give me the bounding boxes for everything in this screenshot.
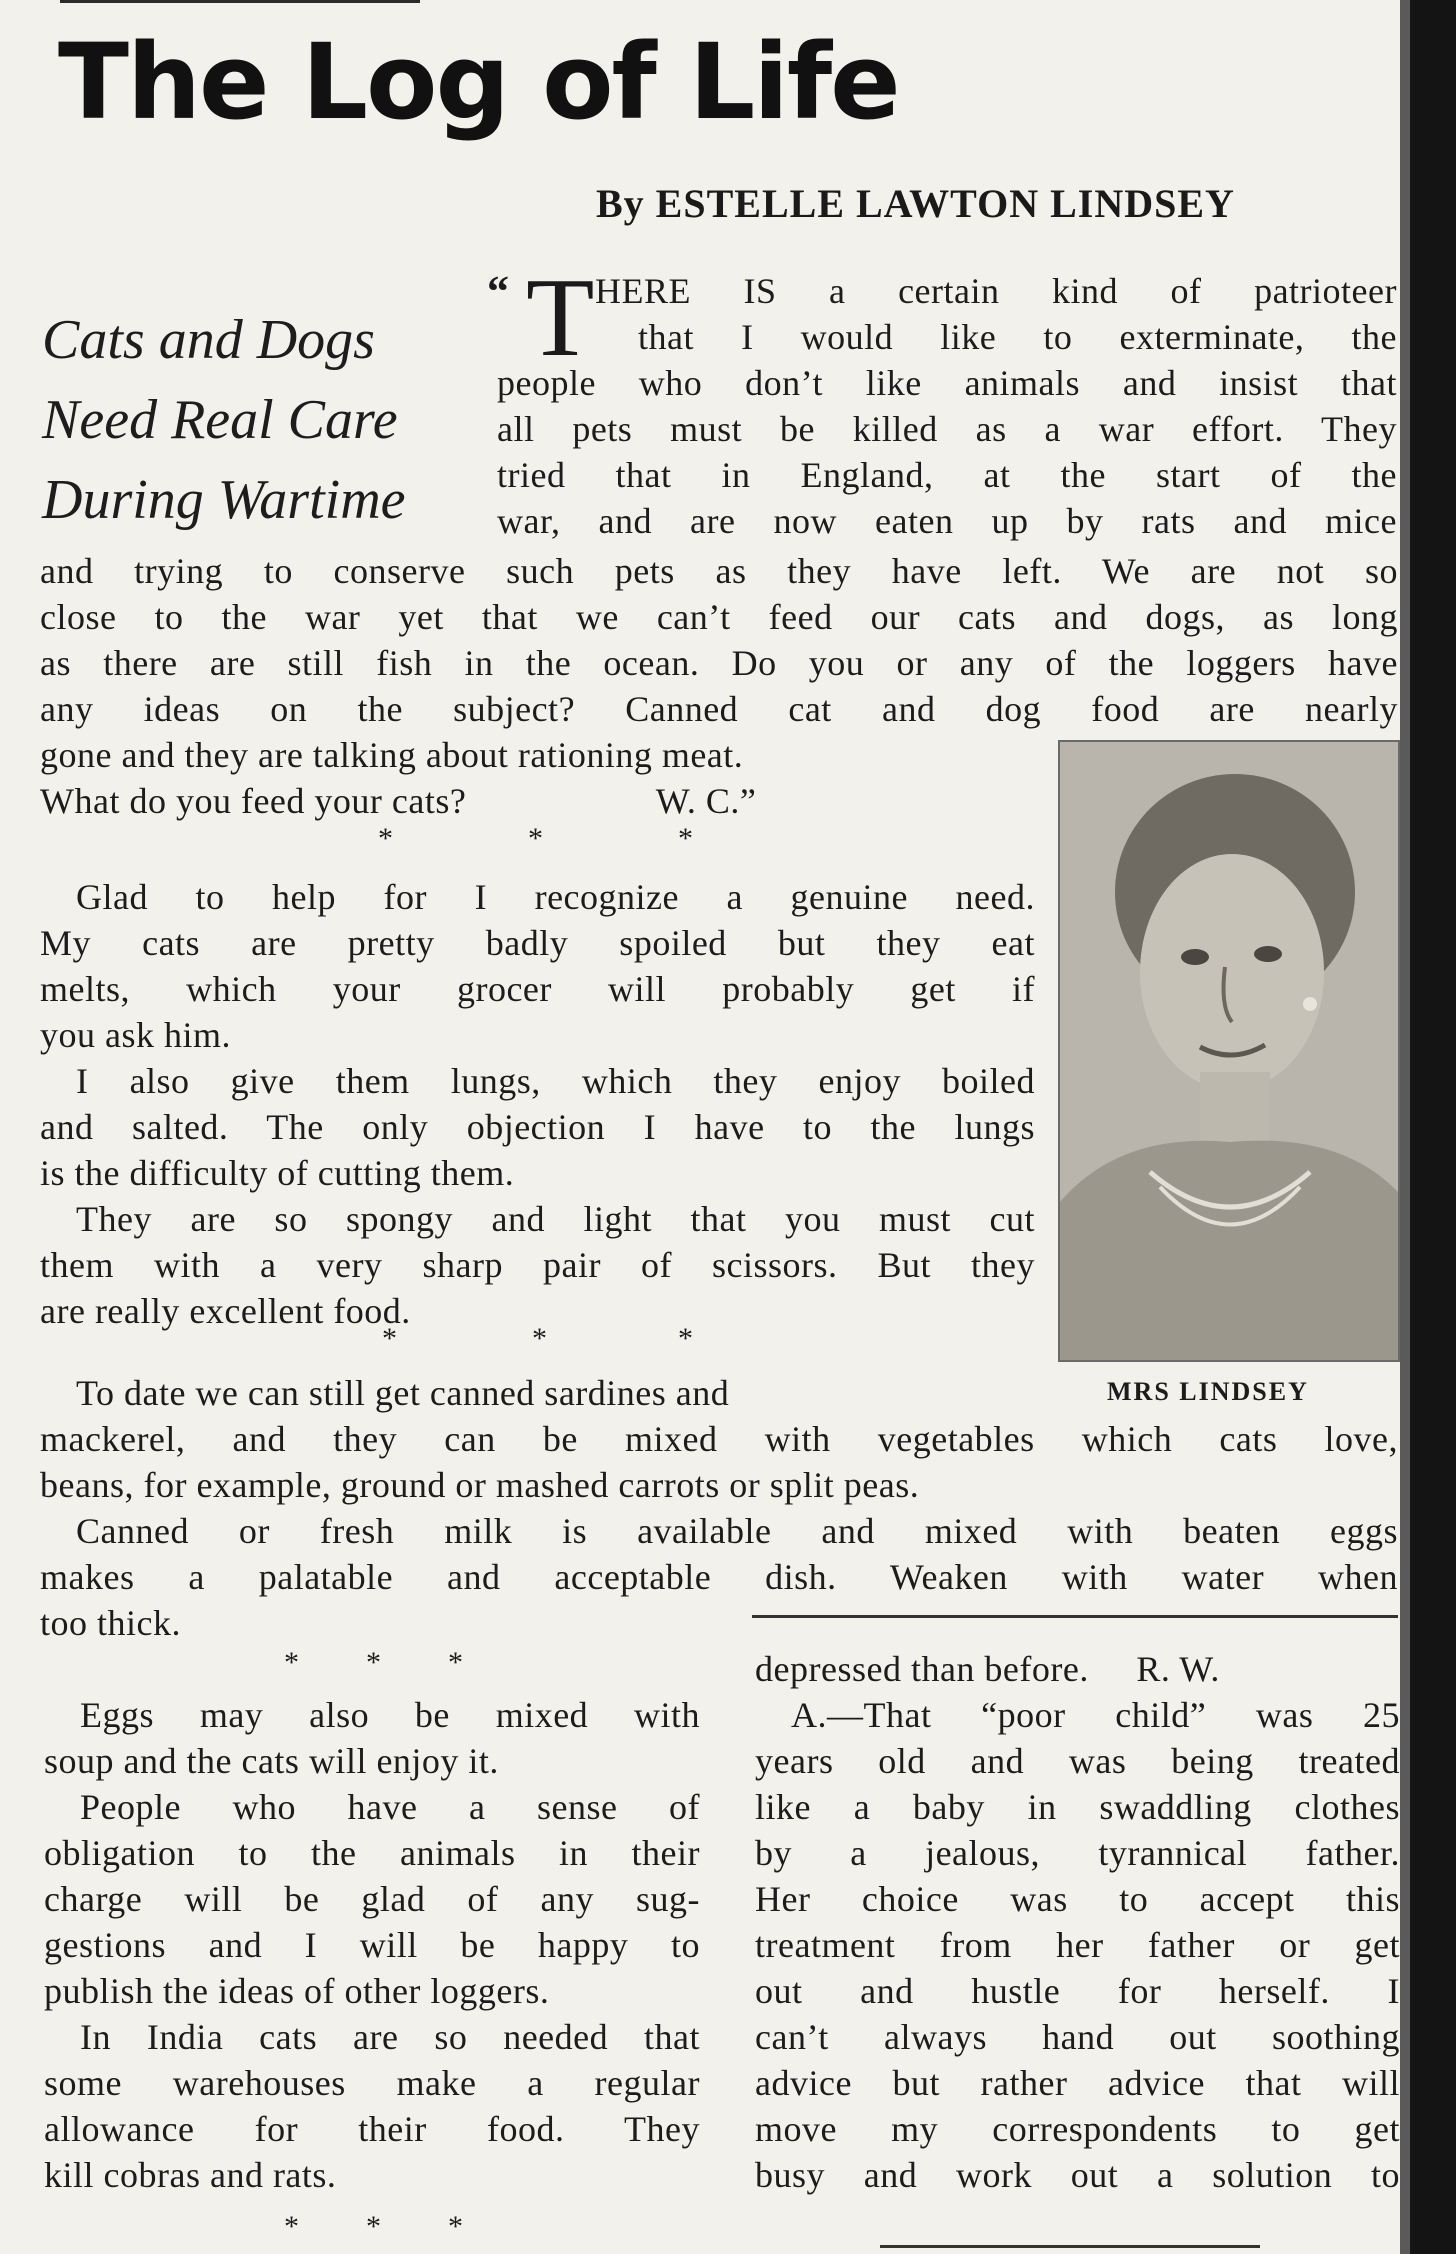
drop-cap: T — [526, 256, 595, 380]
text-line: people who don’t like animals and insist that — [497, 363, 1397, 403]
separator-star: * — [378, 822, 393, 855]
text-line: by a jealous, tyrannical father. — [755, 1833, 1400, 1873]
text-line: are really excellent food. — [40, 1291, 411, 1331]
lead-paragraph — [497, 360, 1397, 544]
text-line: too thick. — [40, 1603, 181, 1643]
page-edge-shadow — [1400, 0, 1410, 2254]
letter-paragraph — [40, 548, 1398, 732]
text-line: busy and work out a solution to — [755, 2155, 1400, 2195]
text-line: Her choice was to accept this — [755, 1879, 1400, 1919]
kicker-line: During Wartime — [42, 469, 406, 531]
text-line: any ideas on the subject? Canned cat and dog food are nearly — [40, 689, 1398, 729]
text-line: A.—That “poor child” was 25 — [791, 1695, 1400, 1735]
text-line: that I would like to exterminate, the — [638, 317, 1397, 357]
text-line: close to the war yet that we can’t feed our cats and dogs, as long — [40, 597, 1398, 637]
text-line: tried that in England, at the start of the — [497, 455, 1397, 495]
text-line: Eggs may also be mixed with — [80, 1695, 700, 1735]
text-line: I also give them lungs, which they enjoy boiled — [76, 1061, 1035, 1101]
kicker-line: Need Real Care — [42, 389, 398, 451]
reply-paragraph — [40, 1370, 1030, 1416]
text-line: years old and was being treated — [755, 1741, 1400, 1781]
text-line: allowance for their food. They — [44, 2109, 700, 2149]
byline: By ESTELLE LAWTON LINDSEY — [596, 181, 1235, 226]
text-line: They are so spongy and light that you must cut — [76, 1199, 1035, 1239]
separator-star: * — [678, 822, 693, 855]
text-line: advice but rather advice that will — [755, 2063, 1400, 2103]
text-line: beans, for example, ground or mashed carrots or split peas. — [40, 1465, 920, 1505]
text-line: melts, which your grocer will probably get if — [40, 969, 1035, 1009]
text-line: some warehouses make a regular — [44, 2063, 700, 2103]
separator-star: * — [366, 2210, 381, 2243]
separator-star: * — [678, 1322, 693, 1355]
text-line: you ask him. — [40, 1015, 231, 1055]
kicker-line: Cats and Dogs — [42, 309, 375, 371]
separator-star: * — [528, 822, 543, 855]
text-line: makes a palatable and acceptable dish. Weaken with water when — [40, 1557, 1398, 1597]
headline-kicker — [42, 300, 492, 540]
text-line: charge will be glad of any sug- — [44, 1879, 700, 1919]
text-line: My cats are pretty badly spoiled but they eat — [40, 923, 1035, 963]
separator-star: * — [448, 2210, 463, 2243]
separator-star: * — [366, 1646, 381, 1679]
text-line: war, and are now eaten up by rats and mice — [497, 501, 1397, 541]
right-column — [755, 1646, 1400, 2198]
text-line: mackerel, and they can be mixed with vegetables which cats love, — [40, 1419, 1398, 1459]
text-line: treatment from her father or get — [755, 1925, 1400, 1965]
lead-second-line — [638, 314, 1397, 360]
separator-star: * — [448, 1646, 463, 1679]
separator-star: * — [532, 1322, 547, 1355]
text-line: and salted. The only objection I have to the lungs — [40, 1107, 1035, 1147]
column-title: The Log of Life — [58, 21, 899, 143]
separator-star: * — [284, 1646, 299, 1679]
text-line: Canned or fresh milk is available and mixed with beaten eggs — [76, 1511, 1398, 1551]
text-line: Glad to help for I recognize a genuine need. — [76, 877, 1035, 917]
open-quote: “ — [487, 267, 509, 316]
photo-caption: MRS LINDSEY — [1107, 1377, 1309, 1406]
text-line: all pets must be killed as a war effort. They — [497, 409, 1397, 449]
column-rule — [752, 1615, 1398, 1618]
signature-line: depressed than before. R. W. — [755, 1649, 1220, 1689]
text-line: soup and the cats will enjoy it. — [44, 1741, 499, 1781]
text-line: HERE IS a certain kind of patrioteer — [595, 271, 1397, 311]
text-line: gestions and I will be happy to — [44, 1925, 700, 1965]
reply-paragraph — [40, 874, 1035, 1334]
separator-star: * — [284, 2210, 299, 2243]
lead-first-line — [595, 268, 1397, 314]
page-gutter — [1410, 0, 1456, 2254]
text-line: publish the ideas of other loggers. — [44, 1971, 550, 2011]
text-line: can’t always hand out soothing — [755, 2017, 1400, 2057]
text-line: and trying to conserve such pets as they have left. We are not so — [40, 551, 1398, 591]
text-line: as there are still fish in the ocean. Do you or any of the loggers have — [40, 643, 1398, 683]
text-line: gone and they are talking about rationing meat. — [40, 735, 744, 775]
reply-paragraph-continued — [40, 1416, 1398, 1646]
text-line: To date we can still get canned sardines and — [76, 1373, 730, 1413]
text-line: obligation to the animals in their — [44, 1833, 700, 1873]
text-line: like a baby in swaddling clothes — [755, 1787, 1400, 1827]
text-line: is the difficulty of cutting them. — [40, 1153, 515, 1193]
separator-star: * — [382, 1322, 397, 1355]
text-line: kill cobras and rats. — [44, 2155, 337, 2195]
signature-line: What do you feed your cats? W. C.” — [40, 781, 757, 821]
top-rule — [60, 0, 420, 3]
column-end-rule — [880, 2245, 1260, 2248]
letter-paragraph-end — [40, 732, 1030, 824]
portrait-photo — [1058, 740, 1400, 1362]
text-line: In India cats are so needed that — [80, 2017, 700, 2057]
text-line: out and hustle for herself. I — [755, 1971, 1400, 2011]
text-line: them with a very sharp pair of scissors. But they — [40, 1245, 1035, 1285]
portrait-illustration — [1060, 742, 1398, 1360]
text-line: move my correspondents to get — [755, 2109, 1400, 2149]
left-column — [44, 1692, 700, 2198]
text-line: People who have a sense of — [80, 1787, 700, 1827]
